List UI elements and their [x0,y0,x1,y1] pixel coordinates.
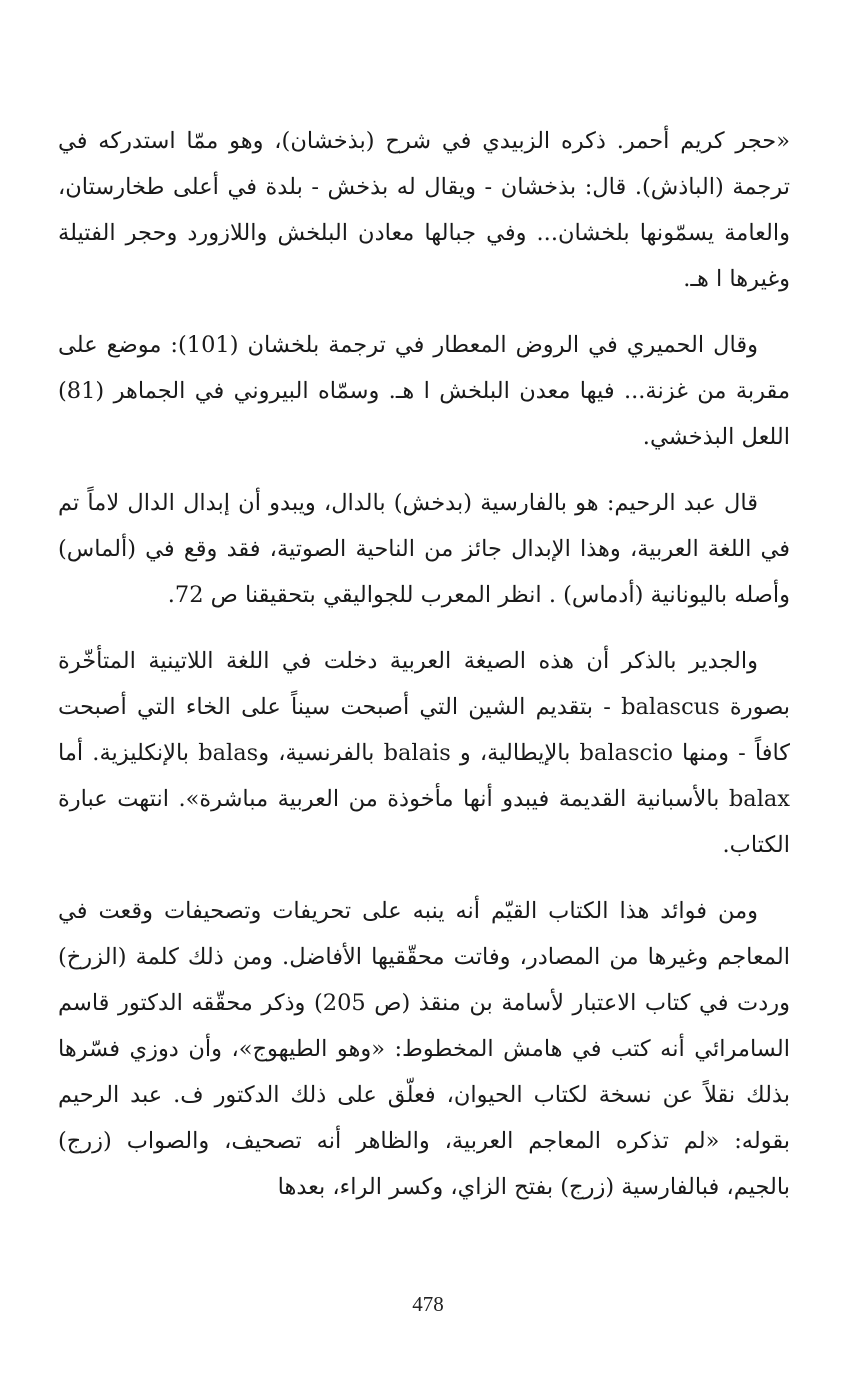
paragraph-4: والجدير بالذكر أن هذه الصيغة العربية دخلت في اللغة اللاتينية المتأخّرة بصورة balascus - بتقديم الشين التي أصبحت سيناً على الخاء التي أصبحت كافاً - ومنها balascio بالإيطالية، و balais بالفرنسية، وbalas بالإنكليزية. أما balax بالأسبانية القديمة فيبدو أنها مأخوذة من العربية مباشرة». انتهت عبارة الكتاب. [58,648,791,858]
page-body [58,118,790,1230]
paragraph-5: ومن فوائد هذا الكتاب القيّم أنه ينبه على تحريفات وتصحيفات وقعت في المعاجم وغيرها من المصادر، وفاتت محقّقيها الأفاضل. ومن ذلك كلمة (الزرخ) وردت في كتاب الاعتبار لأسامة بن منقذ (ص 205) وذكر محقّقه الدكتور قاسم السامرائي أنه كتب في هامش المخطوط: «وهو الطيهوج»، وأن دوزي فسّرها بذلك نقلاً عن نسخة لكتاب الحيوان، فعلّق على ذلك الدكتور ف. عبد الرحيم بقوله: «لم تذكره المعاجم العربية، والظاهر أنه تصحيف، والصواب (زرج) بالجيم، فبالفارسية (زرج) بفتح الزاي، وكسر الراء، بعدها [58,898,790,1200]
paragraph-3: قال عبد الرحيم: هو بالفارسية (بدخش) بالدال، ويبدو أن إبدال الدال لاماً تم في اللغة العربية، وهذا الإبدال جائز من الناحية الصوتية، فقد وقع في (ألماس) وأصله باليونانية (أدماس) . انظر المعرب للجواليقي بتحقيقنا ص 72. [58,490,790,608]
page-number: 478 [412,1292,444,1316]
paragraph-1: «حجر كريم أحمر. ذكره الزبيدي في شرح (بذخشان)، وهو ممّا استدركه في ترجمة (الباذش). قال: بذخشان - ويقال له بذخش - بلدة في أعلى طخارستان، والعامة يسمّونها بلخشان... وفي جبالها معادن البلخش واللازورد وحجر الفتيلة وغيرها ا هـ. [58,128,790,292]
paragraph-2: وقال الحميري في الروض المعطار في ترجمة بلخشان (101): موضع على مقربة من غزنة... فيها معدن البلخش ا هـ. وسمّاه البيروني في الجماهر (81) اللعل البذخشي. [58,332,790,450]
